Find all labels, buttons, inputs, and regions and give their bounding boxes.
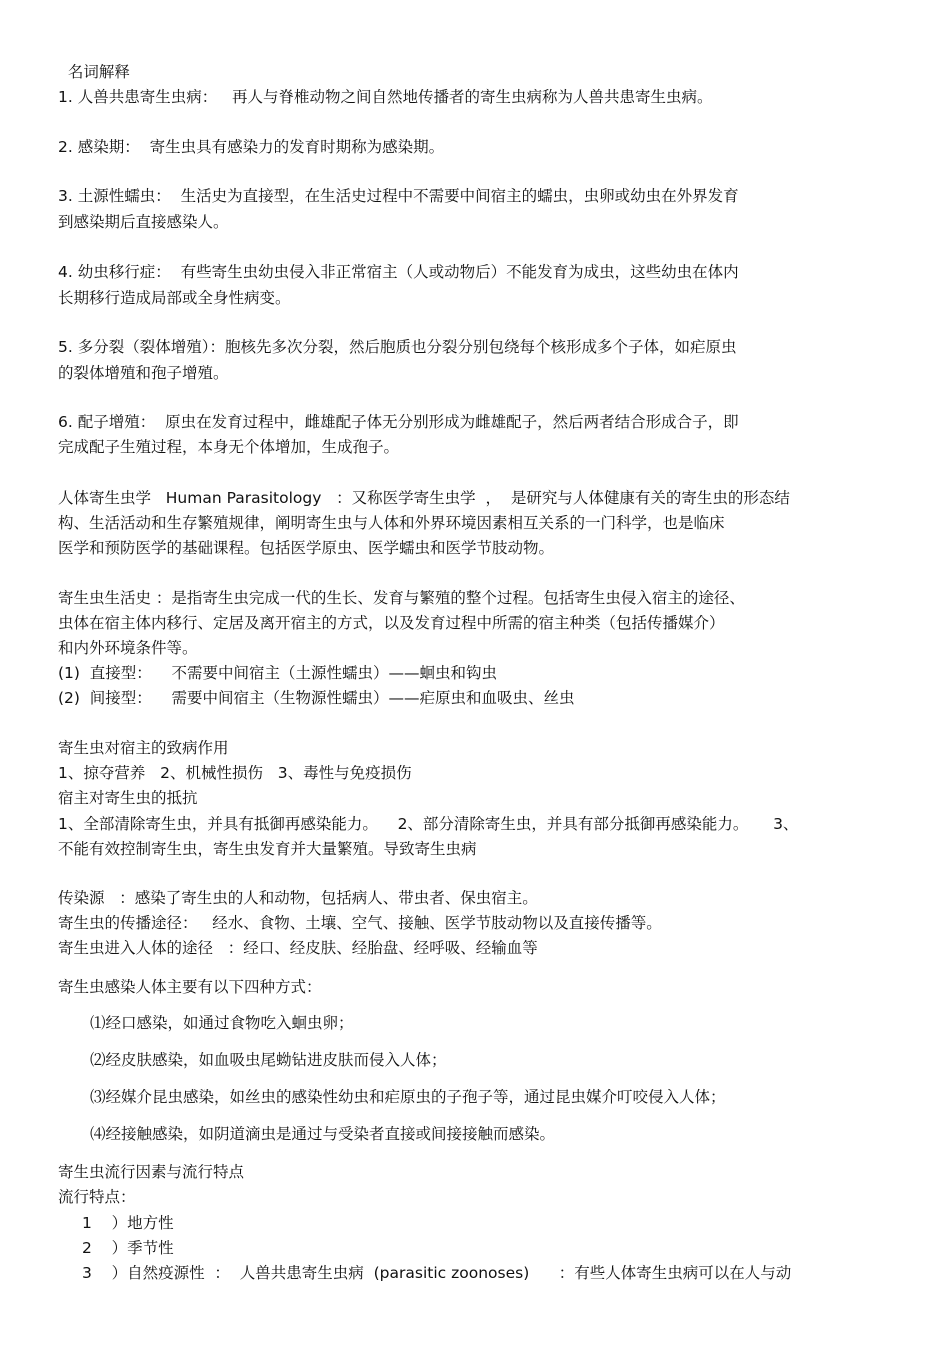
list-item: ⑷经接触感染，如阴道滴虫是通过与受染者直接或间接接触而感染。: [90, 1125, 556, 1143]
list-item: ⑵经皮肤感染，如血吸虫尾蚴钻进皮肤而侵入人体；: [90, 1051, 447, 1069]
text-line: 5. 多分裂（裂体增殖）：胞核先多次分裂，然后胞质也分裂分别包绕每个核形成多个子体，如疟原虫: [58, 338, 737, 356]
list-item: ⑶经媒介昆虫感染，如丝虫的感染性幼虫和疟原虫的子孢子等，通过昆虫媒介叮咬侵入人体；: [90, 1088, 726, 1106]
list-item: 1 ）地方性: [82, 1214, 174, 1232]
section-title: 名词解释: [58, 63, 130, 81]
text-line: 虫体在宿主体内移行、定居及离开宿主的方式，以及发育过程中所需的宿主种类（包括传播媒介）: [58, 614, 725, 632]
text-line: 到感染期后直接感染人。: [58, 213, 229, 231]
text-line: 寄生虫流行因素与流行特点: [58, 1163, 245, 1181]
text-line: 流行特点：: [58, 1188, 136, 1206]
text-line: 寄生虫的传播途径： 经水、食物、土壤、空气、接触、医学节肢动物以及直接传播等。: [58, 914, 662, 932]
text-line: 不能有效控制寄生虫，寄生虫发育并大量繁殖。导致寄生虫病: [58, 840, 477, 858]
list-item: 3 ）自然疫源性 ： 人兽共患寄生虫病 (parasitic zoonoses) ：有些人体寄生虫病可以在人与动: [82, 1264, 792, 1282]
text-line: (2) 间接型： 需要中间宿主（生物源性蠕虫）——疟原虫和血吸虫、丝虫: [58, 689, 575, 707]
text-line: 1. 人兽共患寄生虫病： 再人与脊椎动物之间自然地传播者的寄生虫病称为人兽共患寄生虫病。: [58, 88, 713, 106]
text-line: 1、掠夺营养 2、机械性损伤 3、毒性与免疫损伤: [58, 764, 412, 782]
text-line: 3. 土源性蠕虫： 生活史为直接型，在生活史过程中不需要中间宿主的蠕虫，虫卵或幼虫在外界发育: [58, 187, 739, 205]
text-line: 人体寄生虫学 Human Parasitology ：又称医学寄生虫学 ， 是研究与人体健康有关的寄生虫的形态结: [58, 489, 790, 507]
text-line: 和内外环境条件等。: [58, 639, 198, 657]
text-line: 寄生虫对宿主的致病作用: [58, 739, 229, 757]
text-line: 宿主对寄生虫的抵抗: [58, 789, 198, 807]
text-line: 4. 幼虫移行症： 有些寄生虫幼虫侵入非正常宿主（人或动物后）不能发育为成虫，这些幼虫在体内: [58, 263, 739, 281]
text-line: 2. 感染期： 寄生虫具有感染力的发育时期称为感染期。: [58, 138, 445, 156]
text-line: 的裂体增殖和孢子增殖。: [58, 364, 229, 382]
text-line: 寄生虫感染人体主要有以下四种方式：: [58, 978, 322, 996]
text-line: 完成配子生殖过程，本身无个体增加，生成孢子。: [58, 438, 400, 456]
text-line: 寄生虫进入人体的途径 ：经口、经皮肤、经胎盘、经呼吸、经输血等: [58, 939, 538, 957]
list-item: ⑴经口感染，如通过食物吃入蛔虫卵；: [90, 1014, 354, 1032]
text-line: 长期移行造成局部或全身性病变。: [58, 289, 291, 307]
text-line: 6. 配子增殖： 原虫在发育过程中，雌雄配子体无分别形成为雌雄配子，然后两者结合形成合子，即: [58, 413, 739, 431]
text-line: 传染源 ：感染了寄生虫的人和动物，包括病人、带虫者、保虫宿主。: [58, 889, 538, 907]
text-line: 医学和预防医学的基础课程。包括医学原虫、医学蠕虫和医学节肢动物。: [58, 539, 555, 557]
list-item: 2 ）季节性: [82, 1239, 174, 1257]
text-line: (1) 直接型： 不需要中间宿主（土源性蠕虫）——蛔虫和钩虫: [58, 664, 498, 682]
text-line: 寄生虫生活史 ：是指寄生虫完成一代的生长、发育与繁殖的整个过程。包括寄生虫侵入宿主的途径、: [58, 589, 745, 607]
text-line: 1、全部清除寄生虫，并具有抵御再感染能力。 2、部分清除寄生虫，并具有部分抵御再感染能力。 3、: [58, 815, 799, 833]
text-line: 构、生活活动和生存繁殖规律，阐明寄生虫与人体和外界环境因素相互关系的一门科学，也是临床: [58, 514, 725, 532]
